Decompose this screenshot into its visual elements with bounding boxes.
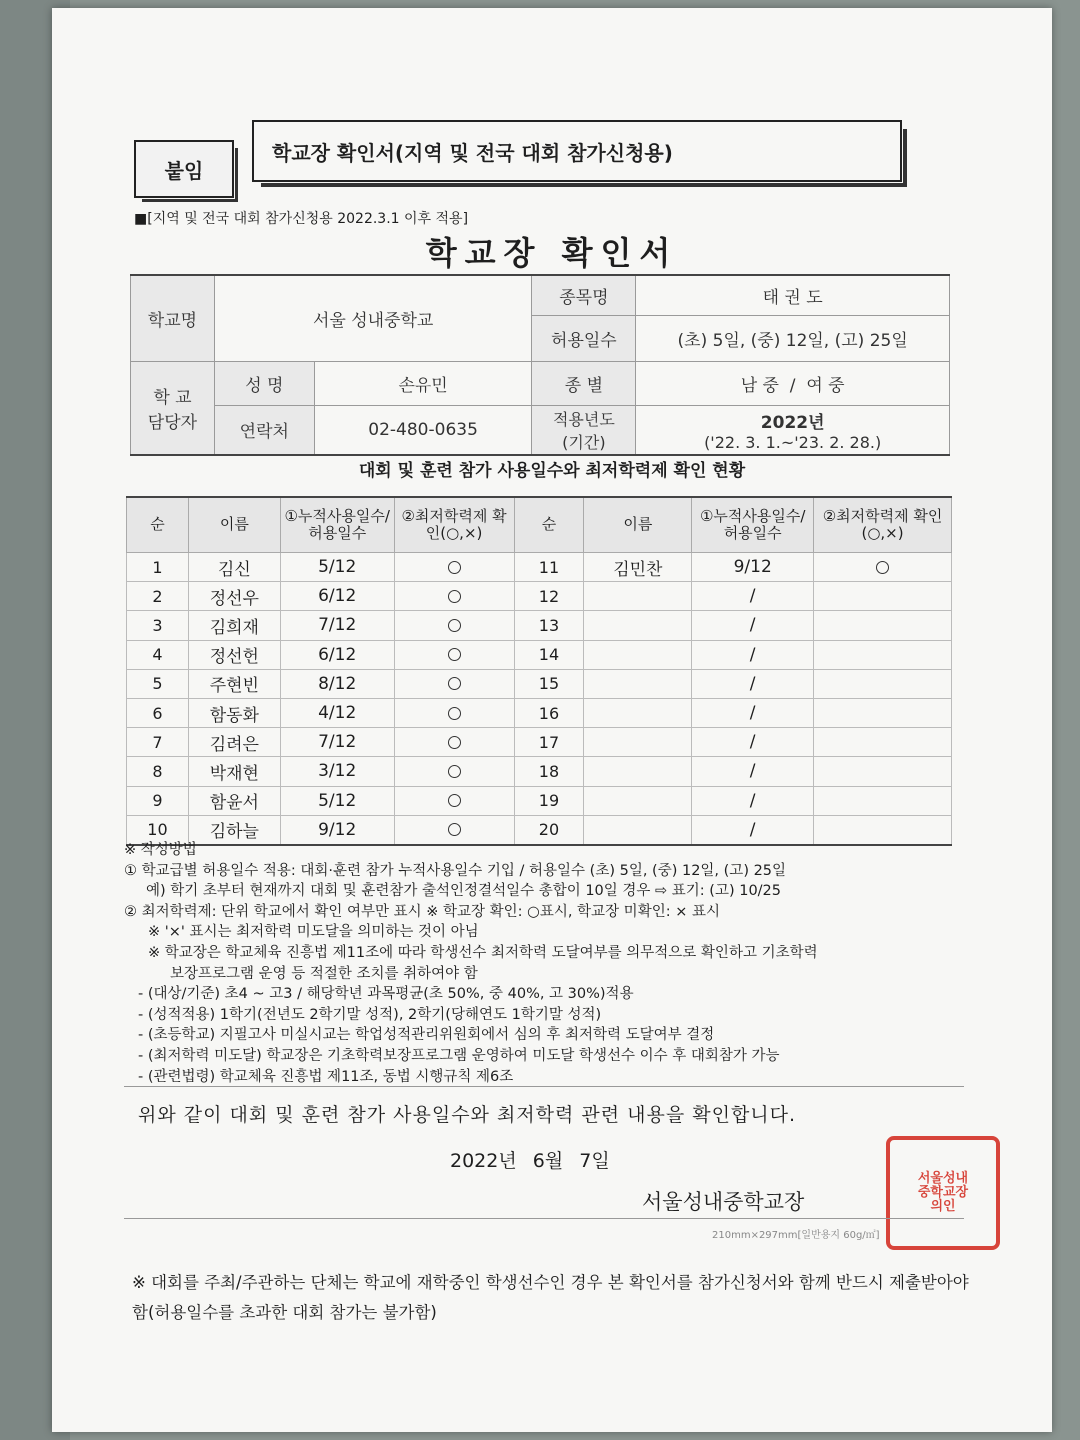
achievement-check [814, 669, 952, 698]
days-used: / [692, 611, 814, 640]
instructions [124, 840, 984, 1087]
col-check-right: ②최저학력제 확인(○,×) [814, 497, 952, 553]
col-days-right: ①누적사용일수/허용일수 [692, 497, 814, 553]
student-name: 김하늘 [188, 815, 280, 845]
student-name [584, 786, 692, 815]
row-number: 7 [127, 728, 189, 757]
row-number: 13 [514, 611, 584, 640]
days-used: / [692, 582, 814, 611]
document-type-box [252, 120, 902, 182]
days-used: 9/12 [692, 553, 814, 582]
instruction-line: ※ 작성방법 [124, 842, 197, 858]
achievement-check [814, 728, 952, 757]
table-row [127, 582, 952, 611]
contact-label: 연락처 [214, 405, 314, 455]
gender-value: 남 중 / 여 중 [636, 361, 950, 405]
instruction-line: 보장프로그램 운영 등 적절한 조치를 취하여야 함 [170, 965, 478, 982]
achievement-check [814, 757, 952, 786]
sport-value: 태 권 도 [636, 275, 950, 315]
records-body [127, 553, 952, 845]
instruction-line: ② 최저학력제: 단위 학교에서 확인 여부만 표시 ※ 학교장 확인: ○표시, 학교장 미확인: × 표시 [124, 903, 720, 920]
records-table [126, 496, 952, 846]
achievement-check [394, 786, 514, 815]
check-circle-icon [448, 590, 461, 603]
footer-note: ※ 대회를 주최/주관하는 단체는 학교에 재학중인 학생선수인 경우 본 확인서를 참가신청서와 함께 반드시 제출받아야 함(허용일수를 초과한 대회 참가는 불가함) [132, 1273, 969, 1322]
achievement-check [394, 757, 514, 786]
info-table [130, 274, 950, 456]
check-circle-icon [448, 648, 461, 661]
days-used: / [692, 640, 814, 669]
student-name [584, 698, 692, 727]
page-title: 학교장 확인서 [425, 234, 679, 272]
sport-label: 종목명 [532, 275, 636, 315]
row-number: 12 [514, 582, 584, 611]
gender-label: 종 별 [532, 361, 636, 405]
achievement-check [814, 611, 952, 640]
student-name: 김희재 [188, 611, 280, 640]
achievement-check [814, 786, 952, 815]
row-number: 19 [514, 786, 584, 815]
document-page [52, 8, 1052, 1432]
student-name: 김려은 [188, 728, 280, 757]
days-used: / [692, 757, 814, 786]
table-row [127, 553, 952, 582]
student-name [584, 669, 692, 698]
instruction-line: ※ '×' 표시는 최저학력 미도달을 의미하는 것이 아님 [148, 924, 479, 941]
check-circle-icon [448, 823, 461, 836]
days-used: 6/12 [280, 640, 394, 669]
achievement-check [394, 611, 514, 640]
student-name: 김민찬 [584, 553, 692, 582]
student-name [584, 611, 692, 640]
year-cell [636, 405, 950, 455]
period-value: ('22. 3. 1.~'23. 2. 28.) [704, 432, 882, 452]
divider-bottom [124, 1218, 964, 1219]
achievement-check [814, 640, 952, 669]
student-name: 박재현 [188, 757, 280, 786]
table-row [127, 728, 952, 757]
achievement-check [814, 698, 952, 727]
row-number: 11 [514, 553, 584, 582]
achievement-check [394, 728, 514, 757]
row-number: 2 [127, 582, 189, 611]
confirmation-statement: 위와 같이 대회 및 훈련 참가 사용일수와 최저학력 관련 내용을 확인합니다. [138, 1104, 797, 1126]
student-name [584, 640, 692, 669]
school-label: 학교명 [131, 275, 215, 361]
year-value: 2022년 [760, 412, 825, 433]
achievement-check [814, 553, 952, 582]
days-used: 4/12 [280, 698, 394, 727]
attachment-tag [134, 140, 234, 198]
row-number: 10 [127, 815, 189, 845]
row-number: 9 [127, 786, 189, 815]
days-used: 8/12 [280, 669, 394, 698]
col-no-right: 순 [514, 497, 584, 553]
divider [124, 1086, 964, 1087]
student-name [584, 728, 692, 757]
instruction-line: - (최저학력 미도달) 학교장은 기초학력보장프로그램 운영하여 미도달 학생선수 이수 후 대회참가 가능 [138, 1047, 780, 1064]
days-used: 7/12 [280, 728, 394, 757]
col-name-left: 이름 [188, 497, 280, 553]
table-row [127, 757, 952, 786]
student-name: 함동화 [188, 698, 280, 727]
row-number: 1 [127, 553, 189, 582]
check-circle-icon [448, 736, 461, 749]
instruction-line: - (관련법령) 학교체육 진흥법 제11조, 동법 시행규칙 제6조 [138, 1068, 514, 1085]
achievement-check [394, 582, 514, 611]
days-used: / [692, 669, 814, 698]
attachment-tag-label: 붙임 [164, 158, 204, 183]
days-used: / [692, 698, 814, 727]
check-circle-icon [448, 794, 461, 807]
table-row [127, 669, 952, 698]
row-number: 3 [127, 611, 189, 640]
student-name: 정선우 [188, 582, 280, 611]
name-value: 손유민 [314, 361, 532, 405]
manager-label: 학 교 담당자 [131, 361, 215, 455]
student-name: 정선헌 [188, 640, 280, 669]
applicability-note: ■[지역 및 전국 대회 참가신청용 2022.3.1 이후 적용] [134, 211, 469, 227]
row-number: 8 [127, 757, 189, 786]
instruction-line: 예) 학기 초부터 현재까지 대회 및 훈련참가 출석인정결석일수 총합이 10일 경우 ⇨ 표기: (고) 10/25 [146, 883, 782, 900]
row-number: 4 [127, 640, 189, 669]
row-number: 6 [127, 698, 189, 727]
row-number: 17 [514, 728, 584, 757]
achievement-check [394, 640, 514, 669]
instruction-line: - (대상/기준) 초4 ~ 고3 / 해당학년 과목평균(초 50%, 중 40%, 고 30%)적용 [138, 986, 634, 1003]
days-used: 5/12 [280, 553, 394, 582]
student-name: 함윤서 [188, 786, 280, 815]
check-circle-icon [448, 707, 461, 720]
instruction-line: - (초등학교) 지필고사 미실시교는 학업성적관리위원회에서 심의 후 최저학력 도달여부 결정 [138, 1027, 715, 1044]
check-circle-icon [448, 619, 461, 632]
table-row [127, 698, 952, 727]
student-name: 김신 [188, 553, 280, 582]
check-circle-icon [448, 765, 461, 778]
row-number: 15 [514, 669, 584, 698]
signer-name: 서울성내중학교장 [642, 1190, 805, 1214]
days-used: 7/12 [280, 611, 394, 640]
row-number: 20 [514, 815, 584, 845]
official-seal [886, 1136, 1000, 1250]
document-type-label: 학교장 확인서(지역 및 전국 대회 참가신청용) [272, 140, 673, 165]
student-name [584, 757, 692, 786]
instruction-line: ① 학교급별 허용일수 적용: 대회·훈련 참가 누적사용일수 기입 / 허용일수 (초) 5일, (중) 12일, (고) 25일 [124, 862, 787, 879]
table-row [127, 640, 952, 669]
days-used: 6/12 [280, 582, 394, 611]
days-used: / [692, 815, 814, 845]
check-circle-icon [448, 561, 461, 574]
check-circle-icon [448, 677, 461, 690]
instruction-line: ※ 학교장은 학교체육 진흥법 제11조에 따라 학생선수 최저학력 도달여부를 의무적으로 확인하고 기초학력 [148, 944, 818, 961]
days-used: 5/12 [280, 786, 394, 815]
row-number: 5 [127, 669, 189, 698]
col-check-left: ②최저학력제 확인(○,×) [394, 497, 514, 553]
col-days-left: ①누적사용일수/허용일수 [280, 497, 394, 553]
instruction-line: - (성적적용) 1학기(전년도 2학기말 성적), 2학기(당해연도 1학기말 성적) [138, 1006, 602, 1023]
allow-value: (초) 5일, (중) 12일, (고) 25일 [636, 315, 950, 361]
achievement-check [814, 582, 952, 611]
days-used: 9/12 [280, 815, 394, 845]
row-number: 16 [514, 698, 584, 727]
year-label: 적용년도 (기간) [532, 405, 636, 455]
row-number: 18 [514, 757, 584, 786]
col-name-right: 이름 [584, 497, 692, 553]
check-circle-icon [876, 561, 889, 574]
contact-value: 02-480-0635 [314, 405, 532, 455]
records-heading: 대회 및 훈련 참가 사용일수와 최저학력제 확인 현황 [358, 461, 746, 481]
row-number: 14 [514, 640, 584, 669]
allow-label: 허용일수 [532, 315, 636, 361]
student-name: 주현빈 [188, 669, 280, 698]
seal-line-3: 의인 [930, 1199, 956, 1214]
seal-line-1: 서울성내 [917, 1171, 969, 1186]
paper-size-note: 210mm×297mm[일반용지 60g/㎡] [712, 1230, 880, 1241]
student-name [584, 582, 692, 611]
days-used: / [692, 728, 814, 757]
table-row [127, 611, 952, 640]
table-row [127, 786, 952, 815]
confirmation-date: 2022년 6월 7일 [450, 1150, 610, 1172]
days-used: / [692, 786, 814, 815]
days-used: 3/12 [280, 757, 394, 786]
achievement-check [394, 669, 514, 698]
achievement-check [394, 553, 514, 582]
seal-line-2: 중학교장 [917, 1185, 969, 1200]
col-no-left: 순 [127, 497, 189, 553]
school-value: 서울 성내중학교 [214, 275, 532, 361]
achievement-check [394, 698, 514, 727]
name-label: 성 명 [214, 361, 314, 405]
